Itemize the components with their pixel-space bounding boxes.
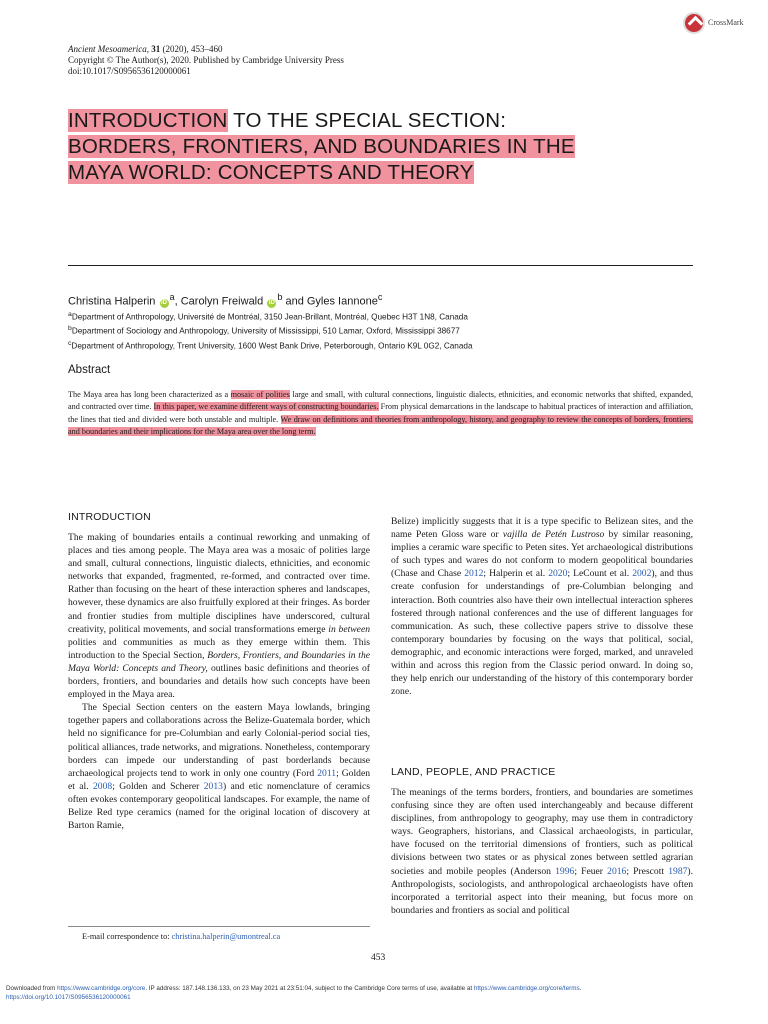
footnote-divider	[68, 926, 370, 927]
author-freiwald: Carolyn Freiwald	[180, 295, 264, 308]
abstract-highlight: In this paper, we examine different ways of constructing boundaries.	[153, 402, 379, 412]
section-heading-introduction: INTRODUCTION	[68, 511, 151, 523]
journal-year-pages: (2020), 453–460	[162, 44, 223, 54]
journal-name: Ancient Mesoamerica	[68, 44, 147, 54]
doi-link[interactable]: https://doi.org/10.1017/S0956536120000061	[6, 994, 131, 1001]
section-heading-land-people-practice: LAND, PEOPLE, AND PRACTICE	[391, 766, 556, 778]
cambridge-core-link[interactable]: https://www.cambridge.org/core	[57, 985, 146, 992]
paragraph: Belize) implicitly suggests that it is a type specific to Belizean sites, and the name Peten Gloss ware or vajilla de Petén Lustroso by similar reasoning, implies a ceramic ware specific to Peten sites. Yet archaeological distributions of such types and wares do not conform to modern geopolitical boundaries (Chase and Chase 2012; Halperin et al. 2020; LeCount et al. 2002), and thus create confusion for understandings of pre-Columbian belonging and interaction. Both countries also have their own intellectual interaction spheres fostered through national conferences and the use of different languages for communication. As such, these collective papers strive to dissolve these contemporary boundaries by focusing on the ways that political, social, demographic, and economic interactions were forged, marked, and unraveled within and across this region from the Classic period onward. In doing so, they help enrich our understanding of the history of this contemporary border zone.	[391, 516, 694, 698]
terms-link[interactable]: https://www.cambridge.org/core/terms	[473, 985, 580, 992]
author-sup: b	[277, 292, 283, 302]
crossmark-icon	[683, 12, 705, 34]
crossmark-label: CrossMark	[708, 18, 744, 27]
body-column-left	[68, 531, 370, 832]
orcid-icon[interactable]: iD	[268, 299, 275, 306]
title-line3: MAYA WORLD: CONCEPTS AND THEORY	[68, 161, 474, 184]
copyright-line: Copyright © The Author(s), 2020. Published by Cambridge University Press	[68, 55, 344, 65]
doi-line: doi:10.1017/S0956536120000061	[68, 66, 191, 76]
title-highlight-introduction: INTRODUCTION	[68, 109, 228, 132]
affiliation-item: $^a$Department of Anthropology, Université de Montréal, 3150 Jean-Brillant, Montréal, Quebec H3T 1N8, Canada	[68, 311, 468, 322]
body-column-right	[391, 515, 693, 698]
body-column-right-section2	[391, 786, 693, 917]
download-notice: Downloaded from https://www.cambridge.org/core. IP address: 187.148.136.133, on 23 May 2021 at 23:51:04, subject to the Cambridge Core terms of use, available at https://www.cambridge.org/core/terms. https://doi.org/10.1017/S0956536120000061	[6, 985, 582, 1001]
title-divider	[68, 265, 693, 266]
citation-link[interactable]: 2016	[607, 865, 627, 877]
orcid-icon[interactable]: iD	[161, 299, 167, 306]
author-sup: c	[377, 292, 383, 302]
page-number: 453	[371, 953, 386, 963]
citation-link[interactable]: 2012	[464, 568, 484, 580]
citation-link[interactable]: 2013	[203, 780, 223, 792]
abstract-body: The Maya area has long been characterized as a mosaic of polities large and small, with cultural connections, linguistic dialects, ethnicities, and economic networks that shifted, expanded, and contracted over time. In this paper, we examine different ways of constructing boundaries. From physical demarcations in the landscape to habitual practices of interaction and affiliation, the lines that tied and divided were both unstable and multiple. We draw on definitions and theories from anthropology, history, and geography to review the concepts of borders, frontiers, and boundaries and their implications for the Maya area over the long term.	[68, 390, 694, 437]
citation-link[interactable]: 1987	[668, 865, 688, 877]
title-line2: BORDERS, FRONTIERS, AND BOUNDARIES IN THE	[68, 135, 575, 158]
crossmark-badge[interactable]	[681, 10, 761, 50]
author-sup: a	[169, 292, 175, 302]
article-title	[68, 108, 688, 186]
citation-link[interactable]: 2020	[548, 568, 568, 580]
title-line1-rest: TO THE SPECIAL SECTION:	[227, 109, 507, 132]
affiliation-item: $^b$Department of Sociology and Anthropology, University of Mississippi, 510 Lamar, Oxford, Mississippi 38677	[68, 325, 460, 337]
citation-link[interactable]: 2011	[317, 767, 337, 779]
affiliation-item: $^c$Department of Anthropology, Trent University, 1600 West Bank Drive, Peterborough, Ontario K9L 0G2, Canada	[68, 339, 473, 351]
paragraph: The meanings of the terms borders, frontiers, and boundaries are sometimes confusing since they are often used interchangeably and because different disciplines, from anthropology to geography, may use them in contradictory ways. Geographers, historians, and Classical archaeologists, in particular, have focused on the territorial dimensions of frontiers, such as political divisions between two states or as physical zones between settled agrarian societies and mobile peoples (Anderson 1996; Feuer 2016; Prescott 1987). Anthropologists, sociologists, and anthropological archaeologists have often incorporated a territorial aspect into their meaning, but focus more on boundaries and frontiers as social and political	[391, 787, 693, 916]
abstract-highlight: mosaic of polities	[230, 390, 290, 399]
paragraph: The making of boundaries entails a continual reworking and unmaking of places and ties among people. The Maya area was a mosaic of polities large and small, cultural connections, linguistic dialects, ethnicities, and economic networks that expanded, fragmented, re-formed, and contracted over time. Rather than focusing on the heart of these interaction spheres and landscapes, however, these dynamics are also fruitfully explored at their fringes. As border and frontier studies from multiple disciplines have underscored, cultural creativity, political movements, and social transformations emerge in between polities and communities as much as they emerge within them. This introduction to the Special Section, Borders, Frontiers, and Boundaries in the Maya World: Concepts and Theory, outlines basic definitions and theories of borders, frontiers, and boundaries and details how such concepts have been employed in the Maya area.	[68, 532, 370, 701]
affiliations	[68, 309, 473, 352]
author-list: Christina Halperin $iD^a$, Carolyn Freiwald $iD^b$ and Gyles Iannone$^c$	[68, 292, 383, 308]
footnote: E-mail correspondence to: christina.halperin@umontreal.ca	[82, 932, 281, 941]
citation-link[interactable]: 2002	[632, 568, 652, 580]
author-halperin: Christina Halperin	[68, 295, 156, 308]
paragraph: The Special Section centers on the eastern Maya lowlands, bringing together papers and collaborations across the Belize-Guatemala border, which held no significance for pre-Columbian and early Colonial-period social ties, political alliances, trade networks, and migrations. Nonetheless, contemporary borders can impede our understanding of past borderlands because archaeological projects tend to work in only one country (Ford 2011; Golden et al. 2008; Golden and Scherer 2013) and etic nomenclature of ceramics often evokes contemporary geopolitical landscapes. For example, the name of Belize Red type ceramics (named for the original location of discovery at Barton Ramie,	[68, 702, 370, 832]
abstract-highlight: We draw on definitions and theories from anthropology, history, and geography to review the concepts of borders, frontiers, and boundaries and their implications for the Maya area over the long term.	[68, 414, 693, 437]
abstract-heading: Abstract	[68, 364, 111, 376]
citation-link[interactable]: 2008	[93, 780, 113, 792]
journal-volume: 31	[151, 44, 161, 54]
citation-link[interactable]: 1996	[555, 865, 575, 877]
email-link[interactable]: christina.halperin@umontreal.ca	[171, 932, 281, 941]
journal-header: Ancient Mesoamerica, 31 (2020), 453–460 Copyright © The Author(s), 2020. Published by Cambridge University Press doi:10.1017/S0956536120000061	[68, 44, 344, 76]
author-iannone: and Gyles Iannone	[282, 295, 378, 308]
